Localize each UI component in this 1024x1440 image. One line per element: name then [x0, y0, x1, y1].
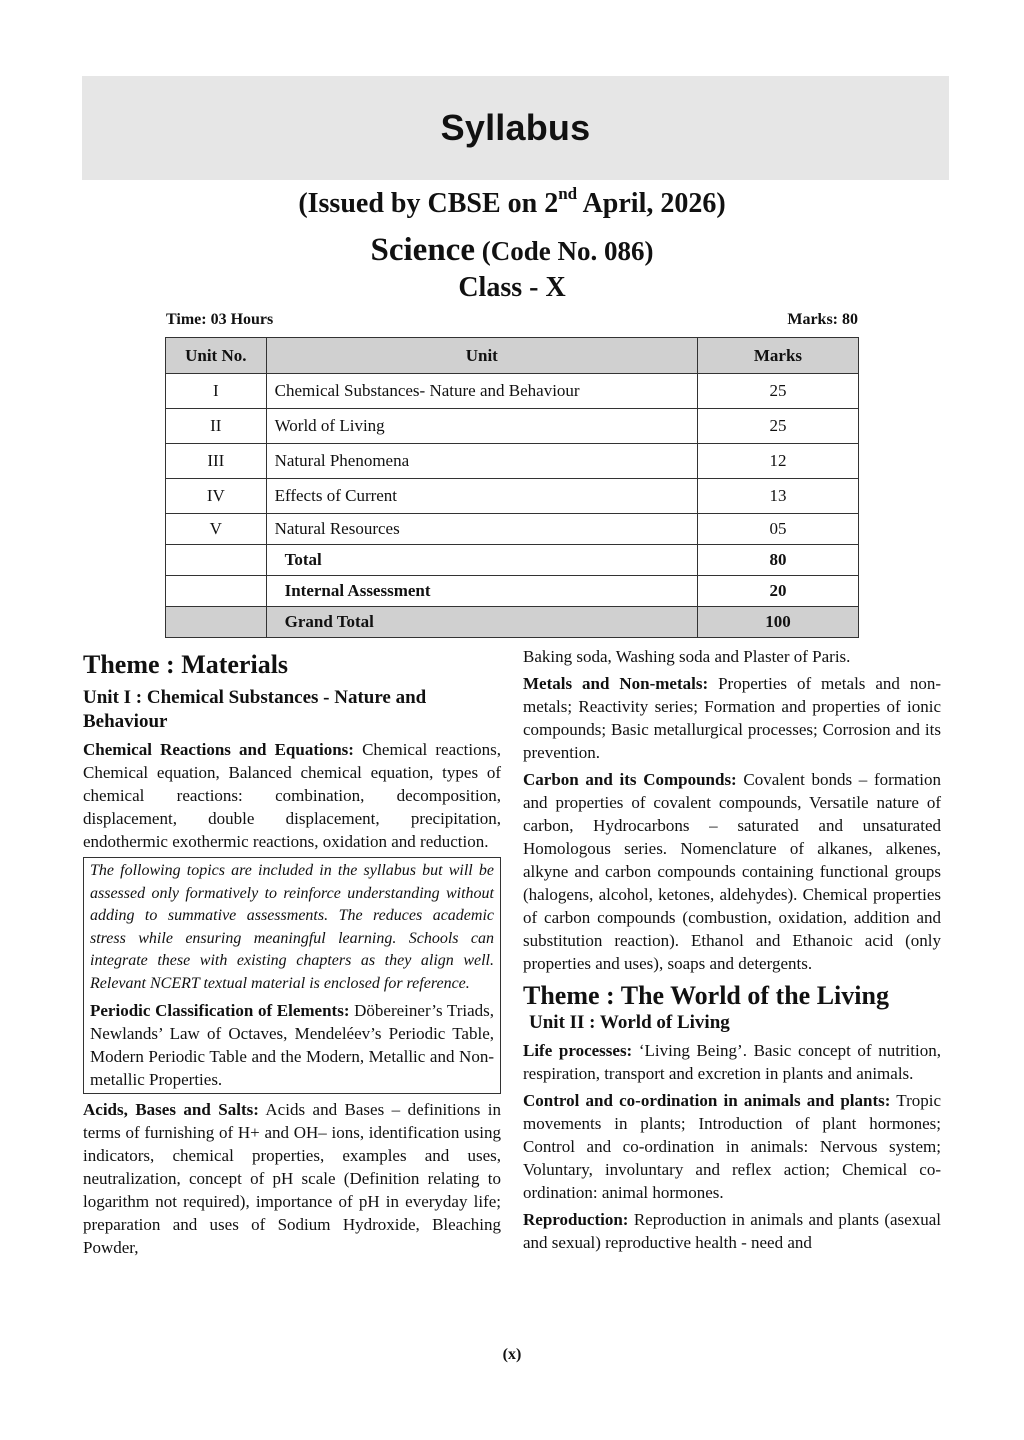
- header-unit-no: Unit No.: [166, 338, 267, 374]
- page-title: Syllabus: [440, 107, 591, 148]
- paragraph-text: ‘Living Being’. Basic concept of nutrition, respiration, transport and excretion in plants and animals.: [523, 1041, 941, 1083]
- grand-total-row: [166, 607, 859, 638]
- table-row: [166, 514, 859, 545]
- issued-prefix: (Issued by CBSE on 2: [298, 188, 559, 219]
- theme-world-living-heading: Theme : The World of the Living: [523, 981, 889, 1010]
- empty-cell: [166, 607, 267, 638]
- marks-label: Marks: 80: [787, 311, 858, 328]
- total-label: Total: [266, 545, 697, 576]
- acids-continued-text: Baking soda, Washing soda and Plaster of Paris.: [523, 647, 851, 666]
- marks-cell: 25: [697, 409, 858, 444]
- marks-cell: 12: [697, 444, 858, 479]
- unit-name-cell: Effects of Current: [266, 479, 697, 514]
- page-number: (x): [502, 1346, 522, 1363]
- paragraph-text: Properties of metals and non-metals; Reactivity series; Formation and properties of ionic compounds; Basic metallurgical processes; Corrosion and its prevention.: [523, 674, 941, 762]
- unit-name-cell: Chemical Substances- Nature and Behaviour: [266, 374, 697, 409]
- paragraph-label: Reproduction:: [523, 1210, 629, 1229]
- unit-no-cell: III: [166, 444, 267, 479]
- time-label: Time: 03 Hours: [166, 311, 274, 328]
- formative-note-text: The following topics are included in the syllabus but will be assessed only formatively to reinforce understanding without adding to summative assessments. The reduces academic stress while ensuring meaningful learning. Schools can integrate these with existing chapters as they align well. Relevant NCERT textual material is enclosed for reference.: [90, 862, 494, 992]
- theme-materials-heading: Theme : Materials: [83, 650, 289, 679]
- paragraph-text: Covalent bonds – formation and properties of covalent compounds, Versatile nature of carbon, Hydrocarbons – saturated and unsaturated Homologous series. Nomenclature of alkanes, alkenes, alkyne and carbon compounds containing functional groups (halogens, alcohol, ketones, aldehydes). Chemical properties of carbon compounds (combustion, oxidation, addition and substitution reaction). Ethanol and Ethanoic acid (only properties and uses), soaps and detergents.: [523, 770, 941, 973]
- paragraph-label: Chemical Reactions and Equations:: [83, 740, 354, 759]
- header-marks: Marks: [697, 338, 858, 374]
- reproduction-paragraph: [523, 1208, 941, 1254]
- issued-line: [0, 184, 1024, 220]
- marks-cell: 25: [697, 374, 858, 409]
- metals-nonmetals-paragraph: [523, 672, 941, 764]
- internal-assessment-label: Internal Assessment: [266, 576, 697, 607]
- marks-cell: 13: [697, 479, 858, 514]
- unit-name-cell: Natural Phenomena: [266, 444, 697, 479]
- paragraph-label: Life processes:: [523, 1041, 633, 1060]
- paragraph-label: Metals and Non-metals:: [523, 674, 709, 693]
- table-row: [166, 479, 859, 514]
- internal-assessment-row: [166, 576, 859, 607]
- paragraph-text: Chemical reactions, Chemical equation, Balanced chemical equation, types of chemical reactions: combination, decomposition, displacement, double displacement, precipitation, endothermic exothermic reactions, oxidation and reduction.: [83, 740, 501, 851]
- unit-2-heading: Unit II : World of Living: [529, 1012, 730, 1033]
- right-column: [523, 645, 941, 1258]
- control-coordination-paragraph: [523, 1089, 941, 1204]
- paragraph-text: Döbereiner’s Triads, Newlands’ Law of Octaves, Mendeléev’s Periodic Table, Modern Periodic Table and the Modern, Metallic and Non-metallic Properties.: [90, 1001, 494, 1089]
- unit-no-cell: IV: [166, 479, 267, 514]
- paragraph-text: Reproduction in animals and plants (asexual and sexual) reproductive health - need and: [523, 1210, 941, 1252]
- periodic-classification-paragraph: [90, 999, 494, 1091]
- unit-name-cell: World of Living: [266, 409, 697, 444]
- total-marks: 80: [697, 545, 858, 576]
- table-header-row: [166, 338, 859, 374]
- marks-cell: 05: [697, 514, 858, 545]
- paragraph-label: Carbon and its Compounds:: [523, 770, 737, 789]
- paragraph-text: Tropic movements in plants; Introduction of plant hormones; Control and co-ordination in animals: Nervous system; Voluntary, involuntary and reflex action; Chemical co-ordination: animal hormones.: [523, 1091, 941, 1202]
- paragraph-label: Periodic Classification of Elements:: [90, 1001, 350, 1020]
- left-column: [83, 648, 501, 1263]
- empty-cell: [166, 576, 267, 607]
- subject-code: (Code No. 086): [474, 236, 654, 266]
- carbon-compounds-paragraph: [523, 768, 941, 975]
- chemical-reactions-paragraph: [83, 738, 501, 853]
- unit-no-cell: V: [166, 514, 267, 545]
- syllabus-banner: [82, 76, 949, 180]
- unit-no-cell: I: [166, 374, 267, 409]
- grand-total-label: Grand Total: [266, 607, 697, 638]
- paragraph-label: Acids, Bases and Salts:: [83, 1100, 259, 1119]
- header-unit: Unit: [266, 338, 697, 374]
- class-heading: Class - X: [458, 272, 566, 303]
- paragraph-label: Control and co-ordination in animals and plants:: [523, 1091, 891, 1110]
- table-row: [166, 374, 859, 409]
- acids-bases-salts-paragraph: [83, 1098, 501, 1259]
- internal-assessment-marks: 20: [697, 576, 858, 607]
- unit-no-cell: II: [166, 409, 267, 444]
- table-row: [166, 444, 859, 479]
- total-row: [166, 545, 859, 576]
- issued-suffix: April, 2026): [577, 188, 726, 219]
- life-processes-paragraph: [523, 1039, 941, 1085]
- unit-marks-table: [165, 337, 859, 638]
- paragraph-text: Acids and Bases – definitions in terms of furnishing of H+ and OH– ions, identification using indicators, chemical properties, examples and uses, neutralization, concept of pH scale (Definition relating to logarithm not required), importance of pH in everyday life; preparation and uses of Sodium Hydroxide, Bleaching Powder,: [83, 1100, 501, 1257]
- unit-1-heading: Unit I : Chemical Substances - Nature and Behaviour: [83, 687, 427, 732]
- formative-note-box: [83, 857, 501, 1094]
- unit-name-cell: Natural Resources: [266, 514, 697, 545]
- table-row: [166, 409, 859, 444]
- empty-cell: [166, 545, 267, 576]
- grand-total-marks: 100: [697, 607, 858, 638]
- issued-superscript: nd: [558, 184, 578, 203]
- subject-name: Science: [370, 232, 475, 268]
- subject-heading: [0, 232, 1024, 269]
